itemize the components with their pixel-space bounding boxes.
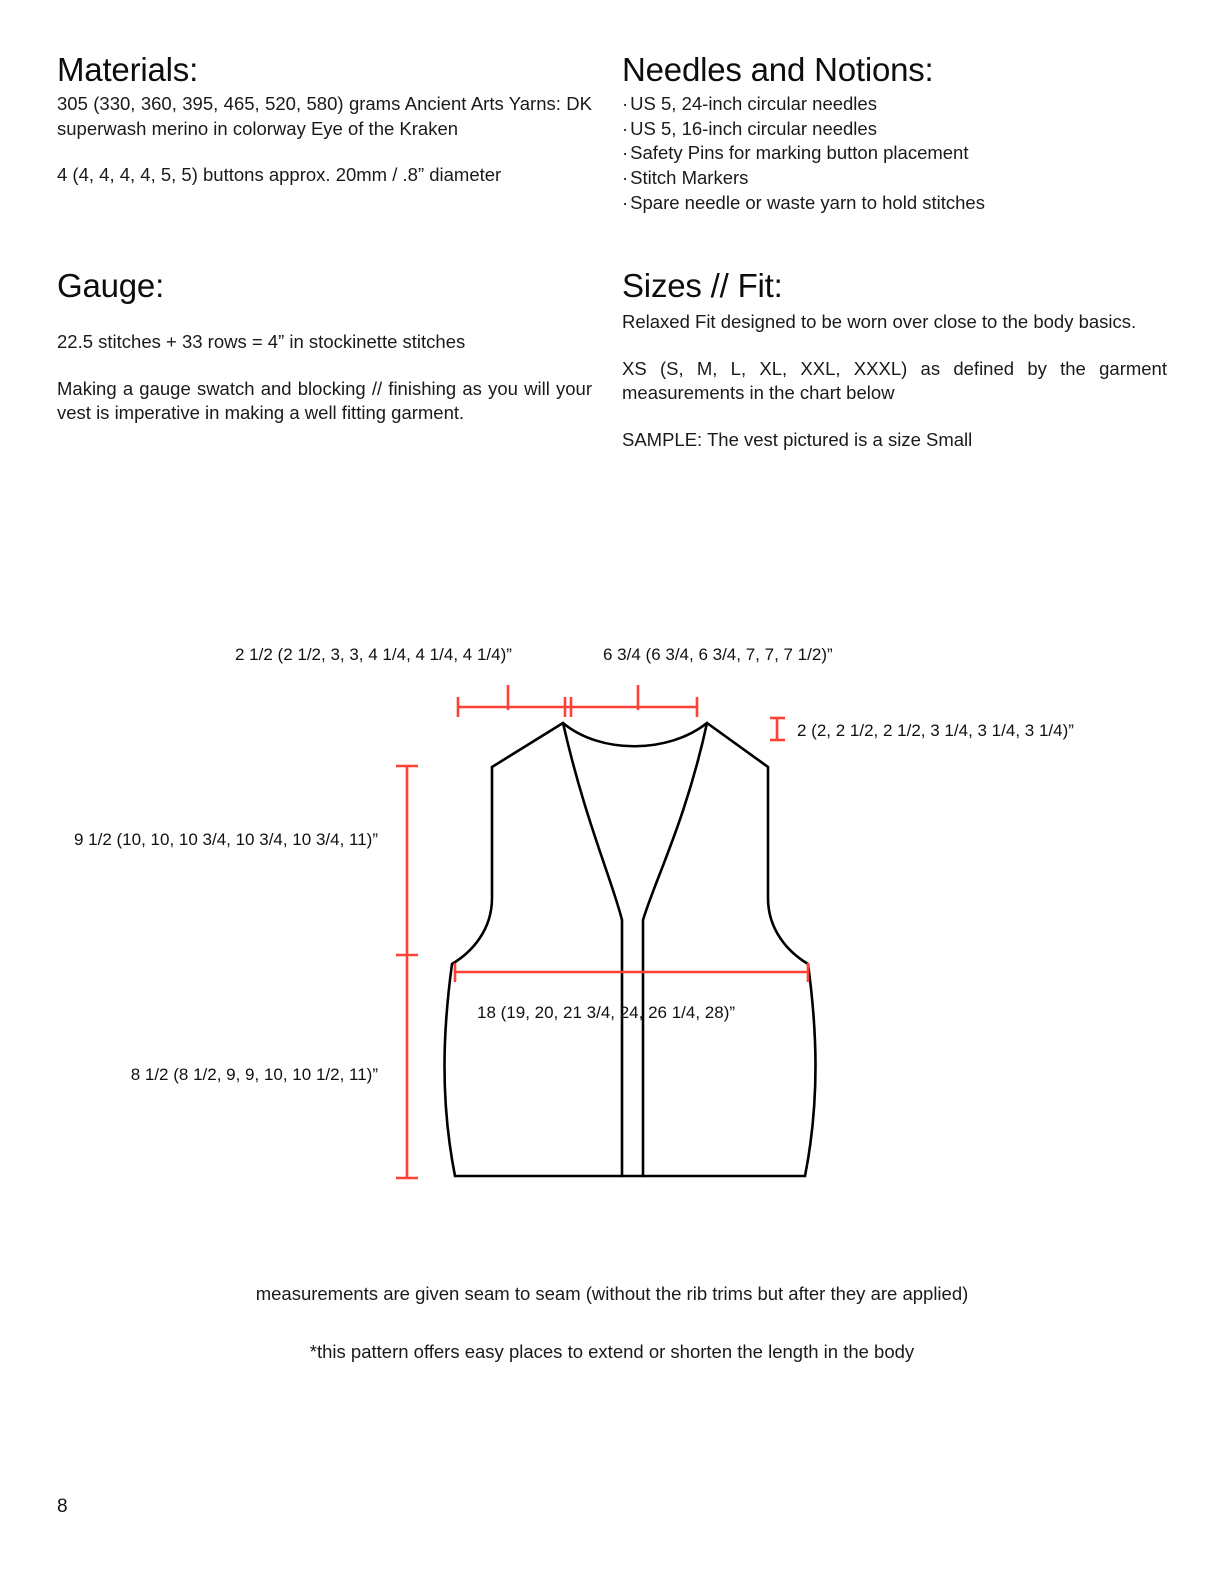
materials-title: Materials:: [57, 51, 199, 88]
label-shoulder-width: 2 1/2 (2 1/2, 3, 3, 4 1/4, 4 1/4, 4 1/4)”: [235, 645, 512, 664]
gauge-title: Gauge:: [57, 267, 165, 304]
dimension-lines: [396, 685, 808, 1178]
note-length-adjust: *this pattern offers easy places to extend or shorten the length in the body: [309, 1340, 915, 1362]
label-back-neck-width: 6 3/4 (6 3/4, 6 3/4, 7, 7, 7 1/2)”: [603, 645, 833, 664]
materials-section: [57, 52, 592, 215]
label-body-length: 8 1/2 (8 1/2, 9, 9, 10, 10 1/2, 11)”: [130, 1065, 378, 1084]
list-item: · Spare needle or waste yarn to hold stitches: [622, 191, 1167, 216]
page-number: 8: [57, 1496, 68, 1517]
label-armhole-depth: 9 1/2 (10, 10, 10 3/4, 10 3/4, 10 3/4, 11)”: [73, 830, 378, 849]
gauge-measurement-text: 22.5 stitches + 33 rows = 4” in stockinette stitches: [57, 331, 466, 353]
schematic-notes: [0, 1282, 1224, 1365]
gauge-note-text: Making a gauge swatch and blocking // finishing as you will your vest is imperative in making a well fitting garment.: [57, 377, 592, 424]
list-item: · Safety Pins for marking button placement: [622, 141, 1167, 166]
gauge-section: [57, 268, 592, 426]
sizes-range-text: XS (S, M, L, XL, XXL, XXXL) as defined by the garment measurements in the chart below: [622, 357, 1167, 404]
notions-title: Needles and Notions:: [622, 51, 934, 88]
sizes-fit-title: Sizes // Fit:: [622, 267, 783, 304]
vest-outline: [445, 723, 816, 1176]
notions-list: [622, 92, 1167, 215]
materials-yarn-text: 305 (330, 360, 395, 465, 520, 580) grams Ancient Arts Yarns: DK superwash merino in colorway Eye of the Kraken: [57, 93, 592, 139]
list-item: · US 5, 24-inch circular needles: [622, 92, 1167, 117]
note-measurements: measurements are given seam to seam (without the rib trims but after they are applied): [255, 1283, 969, 1304]
notions-section: [622, 52, 1167, 215]
label-shoulder-drop: 2 (2, 2 1/2, 2 1/2, 3 1/4, 3 1/4, 3 1/4)”: [797, 721, 1074, 740]
sizes-sample-text: SAMPLE: The vest pictured is a size Small: [622, 429, 973, 451]
sizes-fit-description: Relaxed Fit designed to be worn over close to the body basics.: [622, 311, 1137, 333]
sizes-fit-section: [622, 268, 1167, 453]
list-item: · Stitch Markers: [622, 166, 1167, 191]
materials-buttons-text: 4 (4, 4, 4, 4, 5, 5) buttons approx. 20mm / .8” diameter: [57, 164, 502, 186]
top-sections: [57, 52, 1167, 215]
list-item: · US 5, 16-inch circular needles: [622, 117, 1167, 142]
vest-schematic: [0, 630, 1224, 1210]
label-bust: 18 (19, 20, 21 3/4, 24, 26 1/4, 28)”: [477, 1003, 736, 1022]
